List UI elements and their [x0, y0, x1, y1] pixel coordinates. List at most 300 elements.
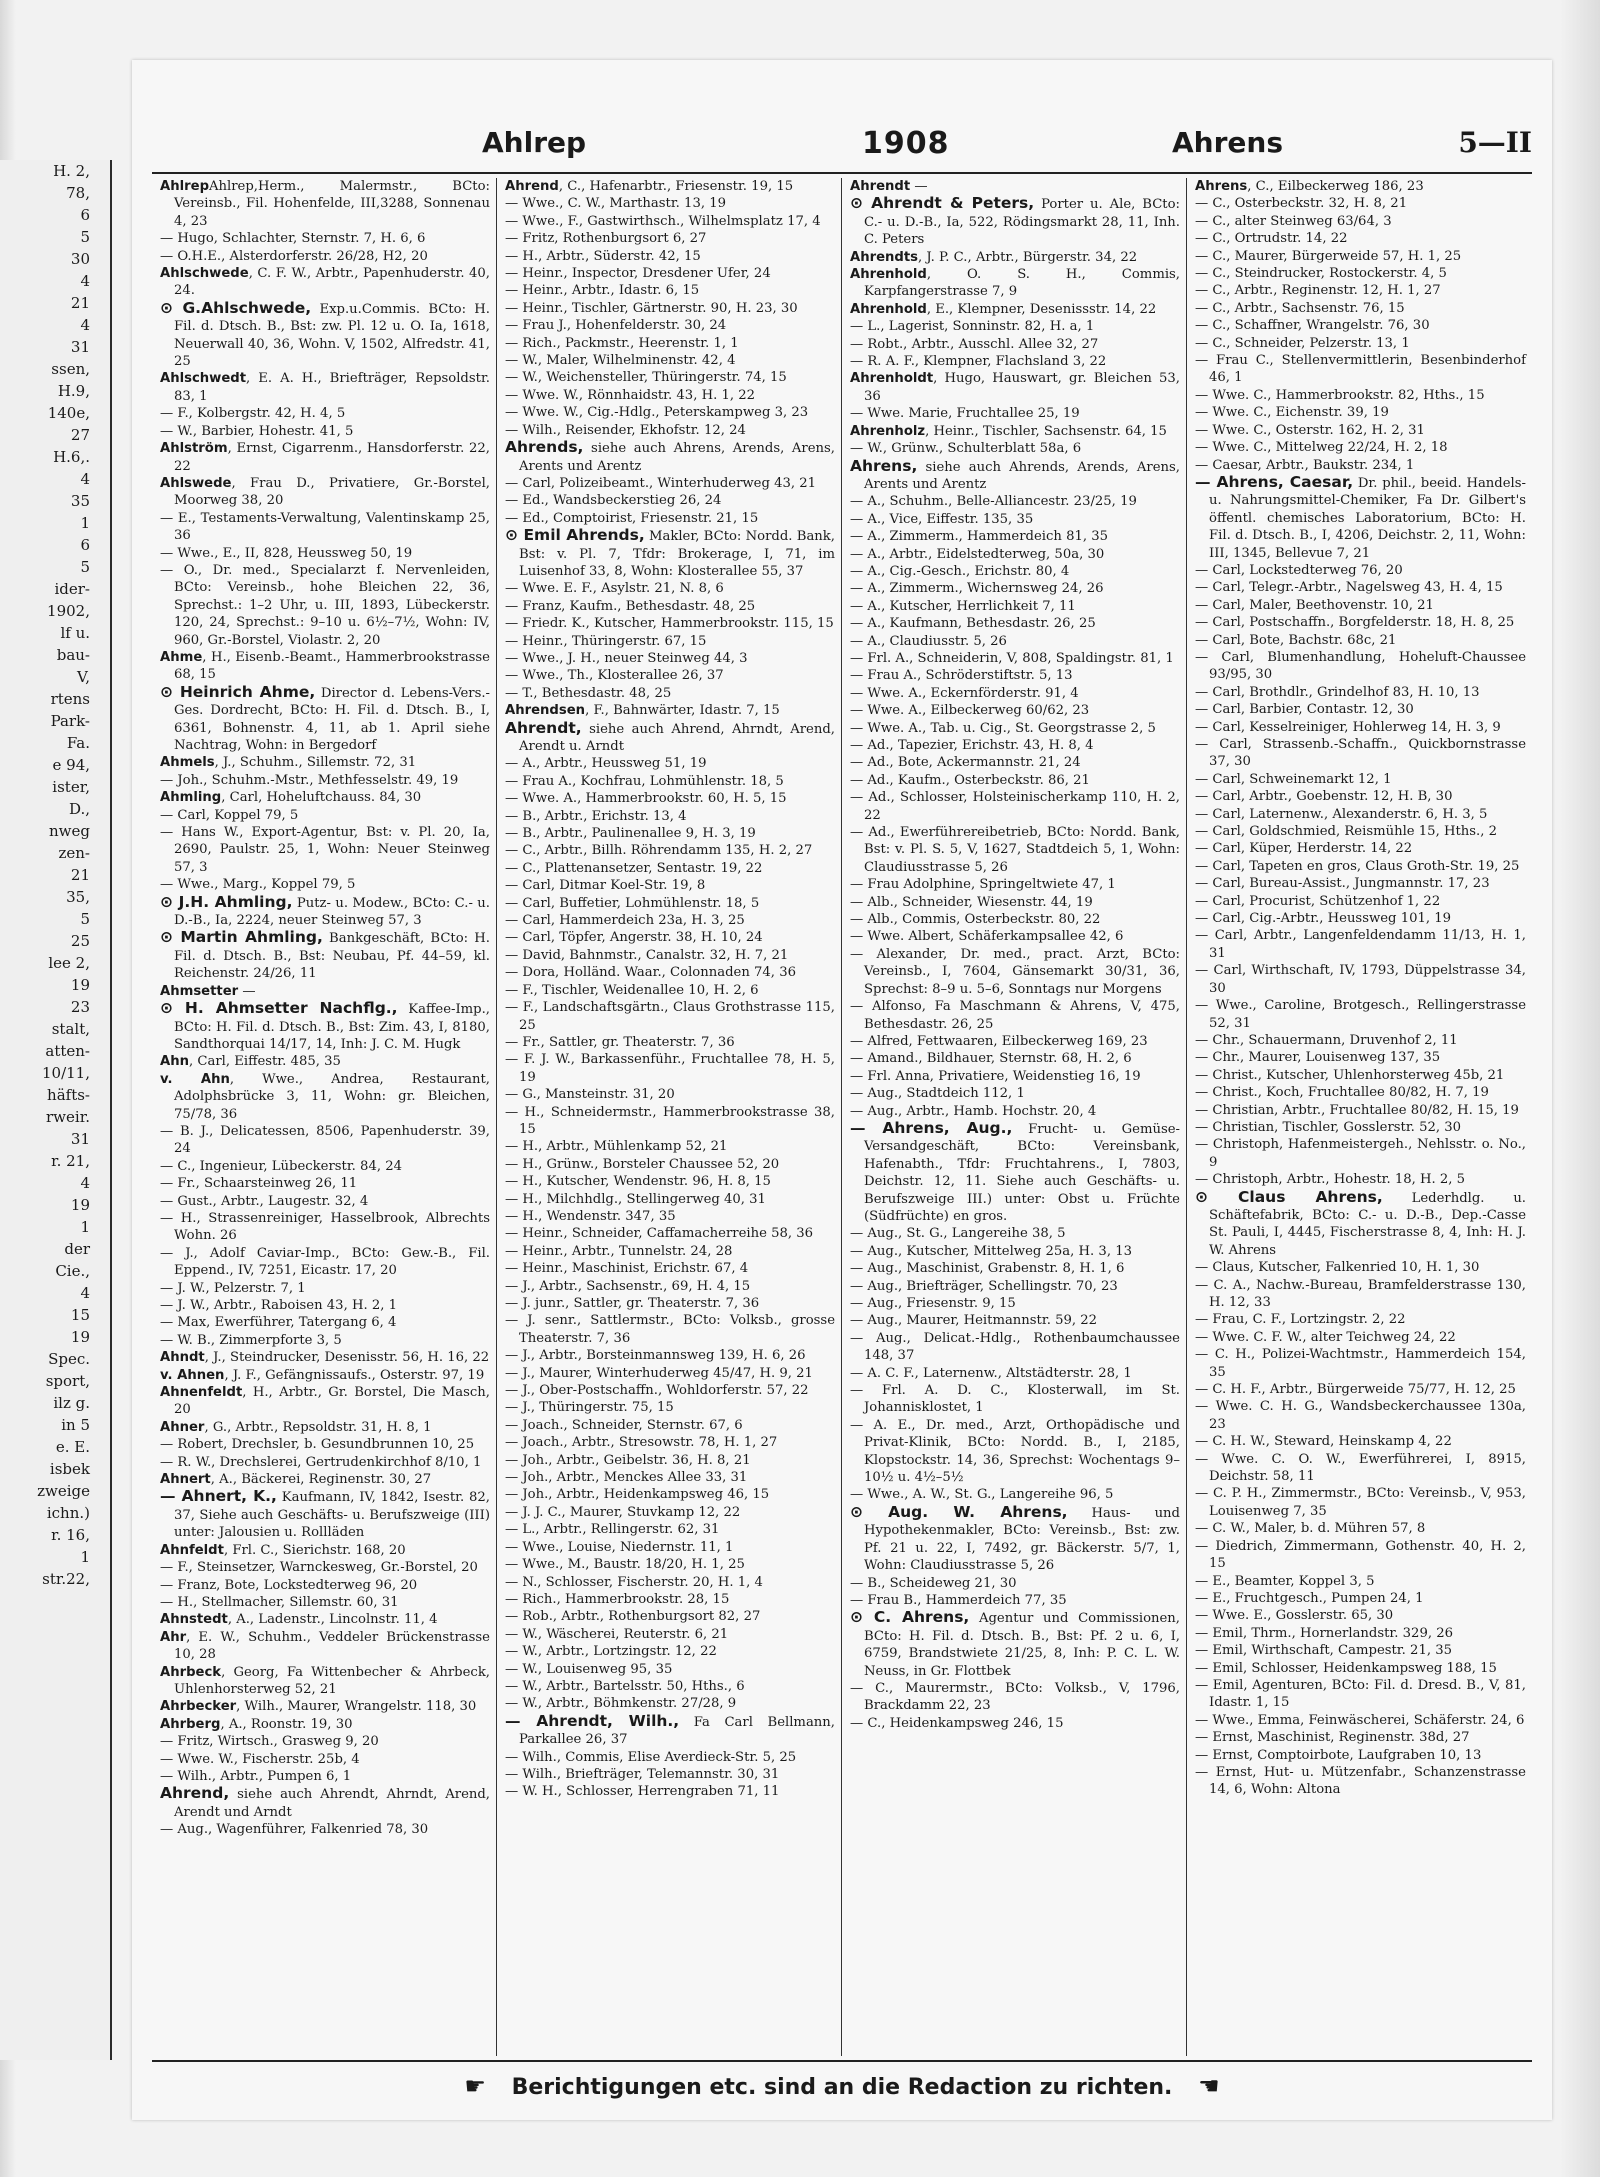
directory-entry — [850, 458, 1180, 494]
entry-name: Ahmsetter — [160, 983, 239, 999]
entry-name: ⊙ Martin Ahmling, — [160, 928, 323, 947]
directory-entry — [1195, 684, 1526, 701]
directory-entry — [505, 1208, 835, 1225]
entry-details: , E. W., Schuhm., Veddeler Brückenstrasse 10, 28 — [174, 1629, 490, 1663]
directory-entry — [505, 300, 835, 317]
directory-entry — [850, 563, 1180, 580]
entry-details: — Aug., Arbtr., Hamb. Hochstr. 20, 4 — [850, 1103, 1097, 1119]
prev-page-fragment: 1 — [80, 1218, 90, 1236]
directory-entry — [850, 911, 1180, 928]
entry-details: — Chr., Schauermann, Druvenhof 2, 11 — [1195, 1032, 1458, 1048]
directory-entry — [160, 178, 490, 230]
entry-details: — Heinr., Arbtr., Idastr. 6, 15 — [505, 283, 700, 299]
directory-entry — [1195, 1171, 1526, 1188]
directory-entry — [160, 1245, 490, 1280]
prev-page-fragment: e 94, — [52, 756, 90, 774]
directory-entry — [1195, 1311, 1526, 1328]
entry-details: — Carl, Wirthschaft, IV, 1793, Düppelstrasse 34, 30 — [1195, 963, 1526, 996]
entry-details: — Wwe., Louise, Niedernstr. 11, 1 — [505, 1539, 734, 1555]
directory-entry — [505, 1713, 835, 1749]
directory-entry — [1195, 474, 1526, 562]
entry-name: Ahn — [160, 1054, 189, 1070]
directory-entry — [850, 336, 1180, 353]
previous-page-edge — [0, 160, 112, 2060]
prev-page-fragment: 6 — [80, 206, 90, 224]
entry-details: — B., Scheideweg 21, 30 — [850, 1575, 1017, 1591]
prev-page-fragment: nweg — [49, 822, 90, 840]
directory-entry — [160, 300, 490, 371]
directory-entry — [505, 720, 835, 756]
directory-entry — [1195, 649, 1526, 684]
prev-page-fragment: stalt, — [51, 1020, 90, 1038]
directory-entry — [505, 912, 835, 929]
entry-details: — Rob., Arbtr., Rothenburgsort 82, 27 — [505, 1609, 761, 1625]
directory-entry — [850, 998, 1180, 1033]
directory-entry — [505, 1695, 835, 1712]
entry-details: — W., Wäscherei, Reuterstr. 6, 21 — [505, 1626, 729, 1642]
directory-entry — [160, 1367, 490, 1384]
prev-page-fragment: 30 — [70, 250, 90, 268]
entry-details: — Wwe., Th., Klosterallee 26, 37 — [505, 668, 724, 684]
entry-name: Ahrenhold — [850, 267, 927, 283]
entry-details: — Franz, Kaufm., Bethesdastr. 48, 25 — [505, 598, 756, 614]
entry-details: — Carl, Bureau-Assist., Jungmannstr. 17, 23 — [1195, 876, 1490, 892]
entry-details: — Ad., Bote, Ackermannstr. 21, 24 — [850, 755, 1081, 771]
directory-entry — [505, 1469, 835, 1486]
entry-details: — W., Maler, Wilhelminenstr. 42, 4 — [505, 353, 736, 369]
entry-details: , A., Ladenstr., Lincolnstr. 11, 4 — [227, 1612, 438, 1628]
directory-entry — [505, 352, 835, 369]
prev-page-fragment: lf u. — [60, 624, 90, 642]
directory-entry — [1195, 1677, 1526, 1712]
directory-entry — [850, 195, 1180, 248]
entry-details: — Christoph, Hafenmeistergeh., Nehlsstr. o. No., 9 — [1195, 1137, 1526, 1170]
directory-entry — [505, 1086, 835, 1103]
entry-name: Ahlrep — [160, 179, 210, 194]
directory-entry — [160, 1280, 490, 1297]
entry-name: Ahnenfeldt — [160, 1385, 243, 1401]
directory-entry — [1195, 422, 1526, 439]
directory-entry — [505, 439, 835, 475]
entry-details: — Carl, Tapeten en gros, Claus Groth-Str. 19, 25 — [1195, 858, 1520, 874]
prev-page-fragment: 5 — [80, 910, 90, 928]
entry-name: v. Ahn — [160, 1071, 230, 1087]
entry-details: — J., Maurer, Winterhuderweg 45/47, H. 9, 21 — [505, 1365, 813, 1381]
entry-details: Putz- u. Modew., BCto: C.- u. D.-B., Ia, 2224, neuer Steinweg 57, 3 — [174, 895, 490, 929]
entry-details: — L., Lagerist, Sonninstr. 82, H. a, 1 — [850, 319, 1095, 335]
entry-name: Ahrend — [505, 179, 559, 194]
directory-entry — [850, 511, 1180, 528]
directory-entry — [1195, 1049, 1526, 1066]
directory-entry — [160, 1000, 490, 1053]
entry-details: — A. E., Dr. med., Arzt, Orthopädische und Privat-Klinik, BCto: Nordd. B., I, 2185, Klopstockstr. 14, 36, Sprechst: Wochentags 9–10½ u. 4½–5½ — [850, 1417, 1180, 1486]
prev-page-fragment: zen- — [58, 844, 90, 862]
entry-details: — C., Arbtr., Sachsenstr. 76, 15 — [1195, 300, 1405, 316]
entry-details: , H., Eisenb.-Beamt., Hammerbrookstrasse 68, 15 — [174, 649, 490, 683]
entry-details: , G., Arbtr., Repsoldstr. 31, H. 8, 1 — [204, 1419, 432, 1435]
directory-entry — [850, 1592, 1180, 1609]
directory-entry — [850, 178, 1180, 195]
entry-name: ⊙ Aug. W. Ahrens, — [850, 1502, 1068, 1521]
directory-entry — [1195, 614, 1526, 631]
entry-details: — Heinr., Thüringerstr. 67, 15 — [505, 633, 707, 649]
entry-details: — C. H. W., Steward, Heinskamp 4, 22 — [1195, 1434, 1452, 1450]
entry-details: — Wwe., C. W., Marthastr. 13, 19 — [505, 196, 727, 212]
entry-details: — E., Testaments-Verwaltung, Valentinskamp 25, 36 — [160, 510, 490, 544]
entry-details: — F. J. W., Barkassenführ., Fruchtallee 78, H. 5, 19 — [505, 1052, 835, 1085]
entry-details: — A., Schuhm., Belle-Alliancestr. 23/25, 19 — [850, 494, 1137, 510]
directory-entry — [850, 1243, 1180, 1260]
directory-entry — [160, 562, 490, 649]
directory-entry — [505, 1521, 835, 1538]
directory-entry — [505, 248, 835, 265]
directory-entry — [160, 1053, 490, 1070]
entry-details: — F., Steinsetzer, Warnckesweg, Gr.-Borstel, 20 — [160, 1560, 478, 1576]
entry-details: — Wwe. E., Gosslerstr. 65, 30 — [1195, 1608, 1394, 1624]
entry-details: — Rich., Packmstr., Heerenstr. 1, 1 — [505, 335, 739, 351]
entry-details: — Wwe., Caroline, Brotgesch., Rellingerstrasse 52, 31 — [1195, 998, 1526, 1031]
directory-entry — [1195, 457, 1526, 474]
prev-page-fragment: der — [64, 1240, 90, 1258]
entry-details: — J. junr., Sattler, gr. Theaterstr. 7, 36 — [505, 1296, 760, 1311]
entry-details: — Carl, Polizeibeamt., Winterhuderweg 43, 21 — [505, 475, 817, 491]
entry-details: — Wwe., F., Gastwirthsch., Wilhelmsplatz 17, 4 — [505, 213, 821, 229]
prev-page-fragment: Spec. — [48, 1350, 90, 1368]
directory-entry — [505, 422, 835, 439]
prev-page-fragment: 1 — [80, 514, 90, 532]
entry-details: — A., Vice, Eiffestr. 135, 35 — [850, 511, 1034, 527]
entry-details: , F., Bahnwärter, Idastr. 7, 15 — [585, 703, 780, 719]
entry-details: — Carl, Lockstedterweg 76, 20 — [1195, 562, 1403, 578]
entry-details: Kaufmann, IV, 1842, Isestr. 82, 37, Siehe auch Geschäfts- u. Berufszweige (III) unter: Jalousien u. Rollläden — [174, 1490, 490, 1541]
entry-details: — Aug., Stadtdeich 112, 1 — [850, 1086, 1025, 1102]
directory-entry — [505, 265, 835, 282]
entry-details: — A., Kaufmann, Bethesdastr. 26, 25 — [850, 616, 1096, 632]
entry-details: — H., Arbtr., Mühlenkamp 52, 21 — [505, 1139, 728, 1155]
directory-entry — [1195, 1764, 1526, 1799]
entry-details: — C., Maurermstr., BCto: Volksb., V, 1796, Brackdamm 22, 23 — [850, 1680, 1180, 1714]
directory-page — [132, 60, 1552, 2120]
directory-entry — [160, 1071, 490, 1123]
directory-entry — [505, 1138, 835, 1155]
entry-details: — Carl, Laternenw., Alexanderstr. 6, H. 3, 5 — [1195, 806, 1488, 822]
entry-details: , C., Hafenarbtr., Friesenstr. 19, 15 — [558, 179, 794, 194]
directory-entry — [850, 1068, 1180, 1085]
prev-page-fragment: zweige — [37, 1482, 90, 1500]
directory-entry — [505, 685, 835, 702]
directory-entry — [505, 895, 835, 912]
entry-details: — David, Bahnmstr., Canalstr. 32, H. 7, 21 — [505, 947, 789, 963]
directory-entry — [505, 1486, 835, 1503]
entry-details: — Wwe. A., Eilbeckerweg 60/62, 23 — [850, 703, 1090, 719]
entry-details: — Wwe. W., Rönnhaidstr. 43, H. 1, 22 — [505, 387, 756, 403]
prev-page-fragment: 5 — [80, 228, 90, 246]
entry-details: — Hugo, Schlachter, Sternstr. 7, H. 6, 6 — [160, 231, 426, 247]
entry-details: — Fr., Sattler, gr. Theaterstr. 7, 36 — [505, 1034, 735, 1050]
entry-details: — Wwe., J. H., neuer Steinweg 44, 3 — [505, 650, 748, 666]
directory-entry — [160, 1314, 490, 1331]
entry-details: — Frl. A. D. C., Klosterwall, im St. Johannisklostet, 1 — [850, 1383, 1180, 1416]
directory-entry — [850, 318, 1180, 335]
entry-name: ⊙ Heinrich Ahme, — [160, 682, 316, 701]
entry-name: Ahlswede — [160, 475, 232, 491]
entry-details: Dr. phil., beeid. Handels- u. Nahrungsmittel-Chemiker, Fa Dr. Gilbert's öffentl. chemisches Laboratorium, BCto: H. Fil. d. Dtsch. B., I, 4206, Deichstr. 2, 11, Wohn: III, 1345, Bellevue 7, 21 — [1209, 475, 1526, 561]
entry-details: — Ad., Ewerführereibetrieb, BCto: Nordd. Bank, Bst: v. Pl. S. 5, V, 1627, Stadtdeich 5, 1, Wohn: Claudiusstrasse 5, 26 — [850, 825, 1180, 875]
prev-page-fragment: H.9, — [57, 382, 90, 400]
entry-name: Ahrend, — [160, 1784, 230, 1803]
prev-page-fragment: rweir. — [46, 1108, 90, 1126]
entry-name: Ahner — [160, 1419, 205, 1435]
directory-entry — [850, 440, 1180, 457]
entry-details: — Aug., Briefträger, Schellingstr. 70, 23 — [850, 1278, 1118, 1294]
entry-details: — Wwe. C., Hammerbrookstr. 82, Hths., 15 — [1195, 387, 1485, 403]
entry-details: — Ed., Wandsbeckerstieg 26, 24 — [505, 493, 722, 509]
entry-details: , A., Roonstr. 19, 30 — [220, 1716, 353, 1732]
directory-entry — [1195, 1451, 1526, 1486]
prev-page-fragment: häfts- — [47, 1086, 90, 1104]
directory-entry — [1195, 927, 1526, 962]
entry-details: — Aug., Delicat.-Hdlg., Rothenbaumchaussee 148, 37 — [850, 1330, 1180, 1364]
entry-details: — H., Arbtr., Süderstr. 42, 15 — [505, 248, 701, 264]
directory-entry — [505, 615, 835, 632]
entry-details: — Emil, Agenturen, BCto: Fil. d. Dresd. B., V, 81, Idastr. 1, 15 — [1195, 1677, 1526, 1711]
prev-page-fragment: Park- — [50, 712, 90, 730]
header-left-word: Ahlrep — [482, 126, 587, 159]
directory-entry — [1195, 579, 1526, 596]
directory-entry — [505, 510, 835, 527]
entry-details: — A., Arbtr., Eidelstedterweg, 50a, 30 — [850, 546, 1105, 562]
directory-entry — [505, 1608, 835, 1625]
entry-name: Ahrens, — [850, 456, 918, 475]
entry-details: — R. A. F., Klempner, Flachsland 3, 22 — [850, 354, 1107, 370]
entry-details: — Christ., Kutscher, Uhlenhorsterweg 45b, 21 — [1195, 1067, 1505, 1083]
entry-details: siehe auch Ahrends, Arends, Arens, Arents und Arentz — [864, 459, 1180, 492]
directory-entry — [850, 946, 1180, 998]
directory-entry — [850, 370, 1180, 405]
directory-entry — [1195, 1398, 1526, 1433]
prev-page-fragment: e. E. — [55, 1438, 90, 1456]
running-header — [152, 120, 1542, 170]
entry-details: — Wwe. C., Osterstr. 162, H. 2, 31 — [1195, 422, 1425, 438]
directory-entry — [505, 1156, 835, 1173]
entry-details: — Chr., Maurer, Louisenweg 137, 35 — [1195, 1050, 1441, 1066]
directory-entry — [850, 772, 1180, 789]
directory-entry — [505, 1295, 835, 1312]
entry-details: — J. J. C., Maurer, Stuvkamp 12, 22 — [505, 1504, 741, 1520]
directory-entry — [850, 1260, 1180, 1277]
prev-page-fragment: 4 — [80, 470, 90, 488]
directory-entry — [850, 876, 1180, 893]
entry-details: — Carl, Barbier, Contastr. 12, 30 — [1195, 702, 1414, 718]
directory-entry — [1195, 195, 1526, 212]
entry-details: — Aug., St. G., Langereihe 38, 5 — [850, 1226, 1066, 1242]
directory-entry — [850, 1382, 1180, 1417]
entry-details: — Caesar, Arbtr., Baukstr. 234, 1 — [1195, 457, 1415, 473]
entry-name: Ahrendsen — [505, 703, 586, 719]
directory-entry — [505, 1104, 835, 1139]
entry-details: — Wwe. W., Fischerstr. 25b, 4 — [160, 1751, 360, 1767]
directory-entry — [160, 265, 490, 300]
entry-details: — Aug., Maurer, Heitmannstr. 59, 22 — [850, 1313, 1098, 1329]
directory-entry — [505, 1260, 835, 1277]
directory-entry — [850, 720, 1180, 737]
entry-details: — R. W., Drechslerei, Gertrudenkirchhof 8/10, 1 — [160, 1454, 482, 1470]
directory-entry — [1195, 788, 1526, 805]
entry-details: — Frau A., Kochfrau, Lohmühlenstr. 18, 5 — [505, 773, 784, 789]
entry-details: — Carl, Buffetier, Lohmühlenstr. 18, 5 — [505, 895, 760, 911]
entry-details: — Wwe. A., Eckernförderstr. 91, 4 — [850, 685, 1079, 701]
prev-page-fragment: 35 — [70, 492, 90, 510]
directory-entry — [850, 493, 1180, 510]
directory-entry — [505, 404, 835, 421]
prev-page-fragment: 23 — [70, 998, 90, 1016]
entry-details: , E. A. H., Briefträger, Repsoldstr. 83, 1 — [174, 371, 490, 404]
entry-details: — C. H. F., Arbtr., Bürgerweide 75/77, H. 12, 25 — [1195, 1382, 1516, 1398]
entry-name: Ahndt — [160, 1350, 205, 1366]
entry-details: , Heinr., Tischler, Sachsenstr. 64, 15 — [925, 423, 1167, 439]
directory-entry — [850, 1085, 1180, 1102]
prev-page-fragment: 78, — [66, 184, 90, 202]
directory-entry — [505, 929, 835, 946]
directory-entry — [1195, 910, 1526, 927]
directory-entry — [1195, 1259, 1526, 1276]
entry-details: — Ad., Kaufm., Osterbeckstr. 86, 21 — [850, 772, 1090, 788]
entry-details: — Carl, Schweinemarkt 12, 1 — [1195, 771, 1392, 787]
entry-name: Ahrendt, — [505, 718, 582, 737]
directory-entry — [505, 1574, 835, 1591]
entry-details: — Carl, Koppel 79, 5 — [160, 807, 299, 823]
directory-entry — [1195, 1067, 1526, 1084]
entry-details: — Carl, Cig.-Arbtr., Heussweg 101, 19 — [1195, 911, 1452, 927]
entry-details: , O. S. H., Commis, Karpfangerstrasse 7, 9 — [864, 267, 1180, 300]
directory-entry — [160, 510, 490, 545]
entry-details: — G., Mansteinstr. 31, 20 — [505, 1087, 675, 1103]
directory-entry — [160, 894, 490, 930]
prev-page-fragment: ilz g. — [53, 1394, 90, 1412]
entry-name: — Ahrens, Caesar, — [1195, 472, 1354, 491]
directory-entry — [505, 335, 835, 352]
column-2 — [497, 178, 842, 2056]
directory-entry — [1195, 1747, 1526, 1764]
directory-entry — [505, 1643, 835, 1660]
entry-details: — C., Steindrucker, Rostockerstr. 4, 5 — [1195, 266, 1447, 282]
pointing-hand-icon: ☛ — [464, 2072, 486, 2100]
entry-details: — B., Arbtr., Erichstr. 13, 4 — [505, 808, 687, 824]
entry-name: Ahnert — [160, 1472, 211, 1488]
entry-name: ⊙ Emil Ahrends, — [505, 526, 645, 545]
directory-entry — [505, 230, 835, 247]
entry-details: — C., Osterbeckstr. 32, H. 8, 21 — [1195, 196, 1408, 212]
directory-entry — [1195, 1607, 1526, 1624]
directory-entry — [1195, 1712, 1526, 1729]
directory-entry — [850, 928, 1180, 945]
entry-details: — C., Arbtr., Billh. Röhrendamm 135, H. 2, 27 — [505, 843, 813, 859]
entry-name: Ahrenholdt — [850, 371, 934, 387]
entry-name: Ahnfeldt — [160, 1542, 224, 1558]
directory-entry — [160, 1193, 490, 1210]
prev-page-fragment: 21 — [70, 866, 90, 884]
entry-name: Ahrendt — [850, 179, 911, 194]
entry-details: — Wwe., M., Baustr. 18/20, H. 1, 25 — [505, 1557, 745, 1573]
entry-details: — Carl, Arbtr., Langenfeldendamm 11/13, H. 1, 31 — [1195, 928, 1526, 961]
directory-entry — [1195, 1189, 1526, 1260]
entry-details: — Carl, Postschaffn., Borgfelderstr. 18, H. 8, 25 — [1195, 615, 1515, 631]
directory-entry — [160, 1768, 490, 1785]
column-4 — [1187, 178, 1532, 2056]
entry-details: — Joh., Arbtr., Geibelstr. 36, H. 8, 21 — [505, 1452, 751, 1468]
entry-details: — C., alter Steinweg 63/64, 3 — [1195, 213, 1392, 229]
directory-entry — [505, 1191, 835, 1208]
directory-entry — [850, 1486, 1180, 1503]
directory-entry — [1195, 404, 1526, 421]
entry-name: ⊙ H. Ahmsetter Nachflg., — [160, 999, 398, 1018]
directory-entry — [1195, 439, 1526, 456]
entry-name: Ahrberg — [160, 1716, 221, 1732]
prev-page-fragment: Cie., — [55, 1262, 90, 1280]
directory-entry — [850, 789, 1180, 824]
entry-name: Ahme — [160, 649, 203, 665]
header-year: 1908 — [862, 126, 950, 161]
directory-entry — [1195, 1346, 1526, 1381]
directory-entry — [505, 1173, 835, 1190]
entry-details: — Rich., Hammerbrookstr. 28, 15 — [505, 1591, 730, 1607]
directory-entry — [505, 1051, 835, 1086]
directory-entry — [505, 475, 835, 492]
entry-details: — Diedrich, Zimmermann, Gothenstr. 40, H. 2, 15 — [1195, 1538, 1526, 1572]
entry-details: — Carl, Arbtr., Goebenstr. 12, H. B, 30 — [1195, 789, 1453, 805]
prev-page-fragment: lee 2, — [48, 954, 90, 972]
directory-entry — [505, 317, 835, 334]
directory-entry — [505, 773, 835, 790]
directory-entry — [160, 1436, 490, 1453]
directory-entry — [505, 667, 835, 684]
directory-entry — [850, 546, 1180, 563]
directory-entry — [160, 1384, 490, 1419]
entry-details: — Aug., Kutscher, Mittelweg 25a, H. 3, 13 — [850, 1243, 1132, 1259]
entry-details: , H., Arbtr., Gr. Borstel, Die Masch, 20 — [174, 1385, 490, 1418]
directory-entry — [160, 440, 490, 475]
entry-name: ⊙ C. Ahrens, — [850, 1608, 970, 1627]
directory-entry — [1195, 1660, 1526, 1677]
entry-details: — A., Zimmerm., Wichernsweg 24, 26 — [850, 581, 1104, 597]
entry-details: — — [238, 983, 256, 999]
entry-name: v. Ahnen — [160, 1367, 225, 1383]
entry-details: — Frau B., Hammerdeich 77, 35 — [850, 1592, 1067, 1608]
entry-details: — Carl, Strassenb.-Schaffn., Quickbornstrasse 37, 30 — [1195, 737, 1526, 770]
directory-entry — [160, 1471, 490, 1488]
entry-details: — Alfonso, Fa Maschmann & Ahrens, V, 475, Bethesdastr. 26, 25 — [850, 999, 1180, 1032]
directory-entry — [850, 353, 1180, 370]
entry-details: — Wwe. E. F., Asylstr. 21, N. 8, 6 — [505, 581, 724, 597]
directory-entry — [1195, 771, 1526, 788]
entry-details: — W., Arbtr., Böhmkenstr. 27/28, 9 — [505, 1696, 737, 1712]
directory-entry — [505, 1225, 835, 1242]
entry-details: — Frau, C. F., Lortzingstr. 2, 22 — [1195, 1312, 1406, 1328]
directory-entry — [505, 633, 835, 650]
directory-entry — [505, 1347, 835, 1364]
entry-details: — Aug., Maschinist, Grabenstr. 8, H. 1, 6 — [850, 1261, 1125, 1277]
prev-page-fragment: ichn.) — [46, 1504, 90, 1522]
entry-details: — A., Cig.-Gesch., Erichstr. 80, 4 — [850, 563, 1070, 579]
directory-entry — [160, 983, 490, 1000]
directory-entry — [160, 405, 490, 422]
directory-entry — [160, 1542, 490, 1559]
directory-entry — [160, 1210, 490, 1245]
directory-entry — [1195, 719, 1526, 736]
directory-entry — [505, 808, 835, 825]
directory-entry — [850, 1225, 1180, 1242]
entry-columns — [152, 178, 1532, 2056]
